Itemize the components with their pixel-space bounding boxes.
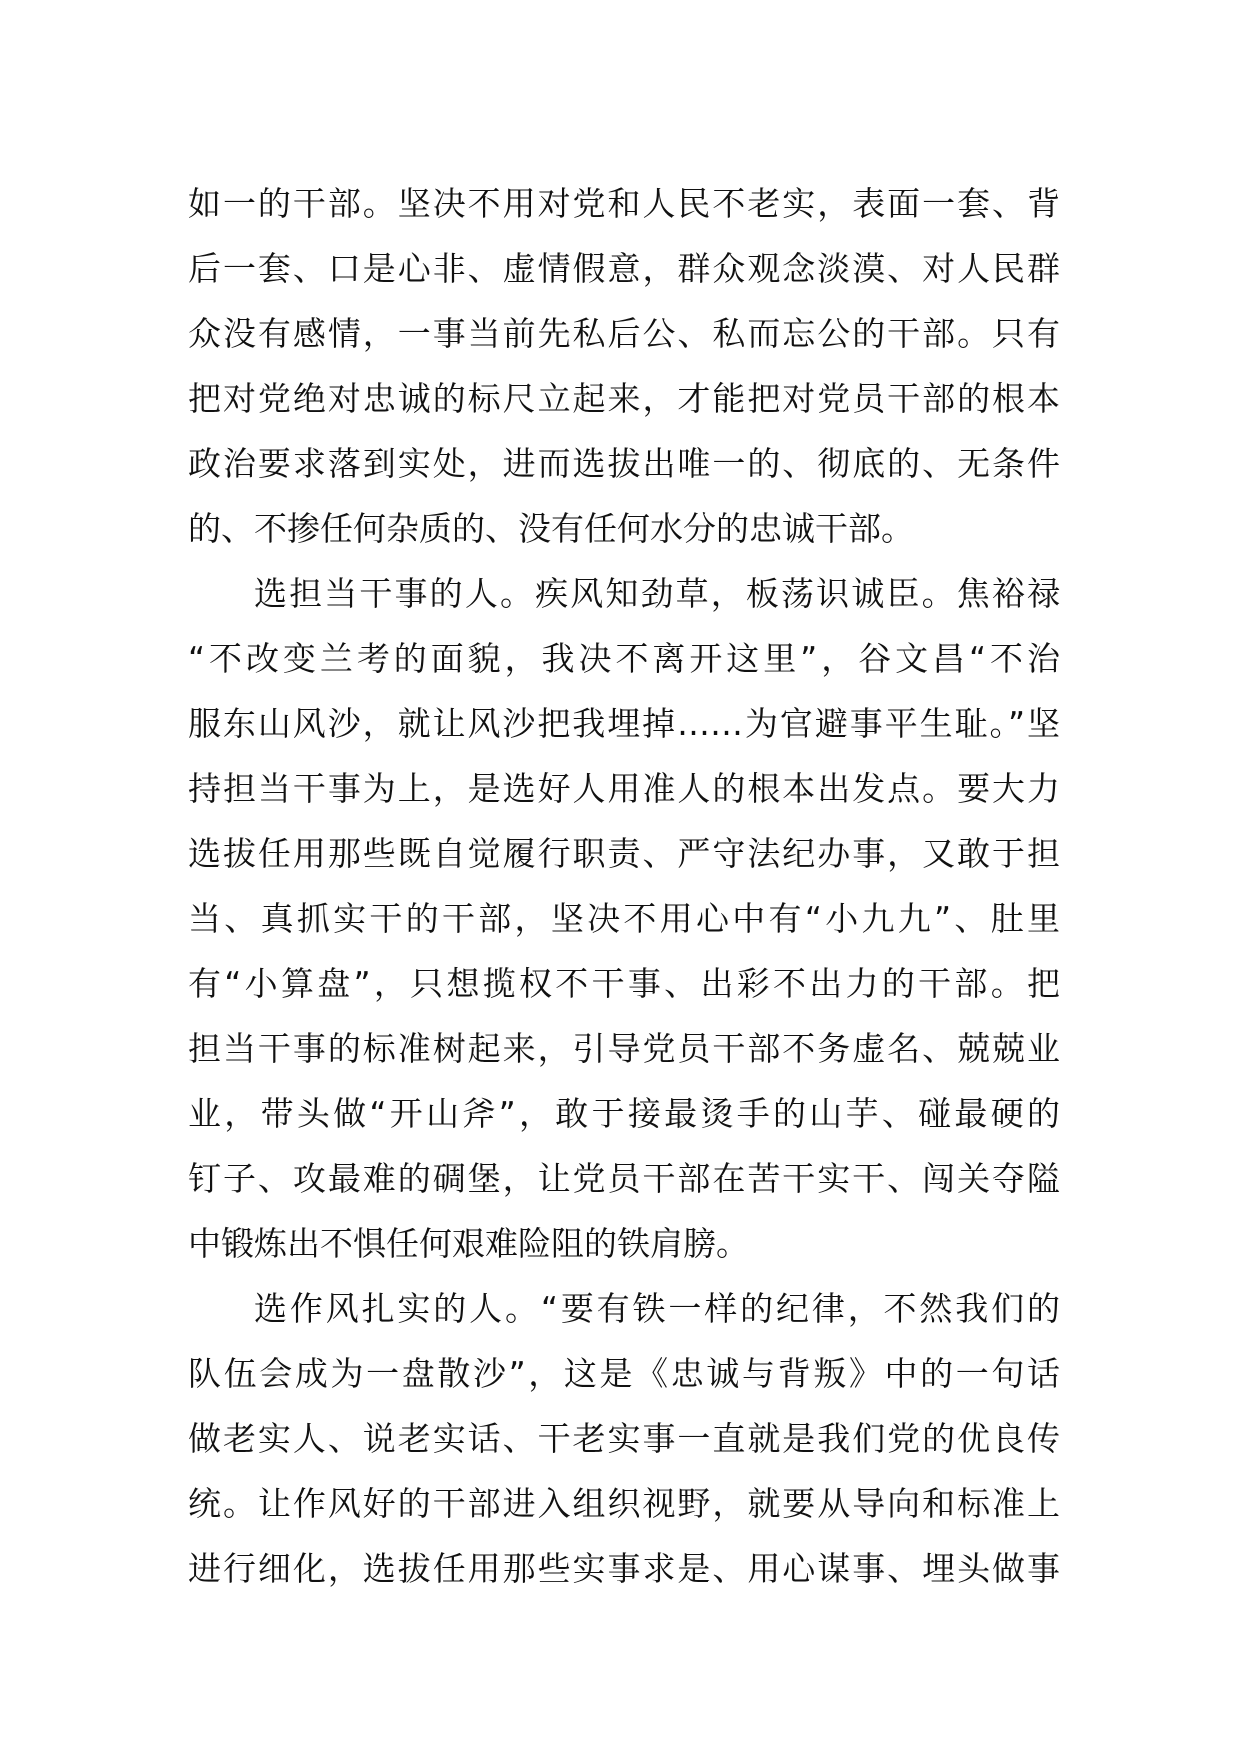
- text-line: 担当干事的标准树起来，引导党员干部不务虚名、兢兢业: [188, 1029, 1060, 1068]
- paragraph-zuofeng: [188, 1276, 1060, 1601]
- text-line: 选作风扎实的人。“要有铁一样的纪律，不然我们的: [254, 1289, 1060, 1328]
- text-line: 进行细化，选拔任用那些实事求是、用心谋事、埋头做事: [188, 1549, 1060, 1588]
- paragraph-continuation: [188, 171, 1060, 561]
- paragraph-dandang: [188, 561, 1060, 1276]
- text-line: 有“小算盘”，只想揽权不干事、出彩不出力的干部。把: [188, 964, 1060, 1003]
- text-line: 统。让作风好的干部进入组织视野，就要从导向和标准上: [188, 1484, 1060, 1523]
- text-line: 后一套、口是心非、虚情假意，群众观念淡漠、对人民群: [188, 249, 1060, 288]
- text-line: 众没有感情，一事当前先私后公、私而忘公的干部。只有: [188, 314, 1060, 353]
- text-line: 钉子、攻最难的碉堡，让党员干部在苦干实干、闯关夺隘: [188, 1159, 1060, 1198]
- text-line: 做老实人、说老实话、干老实事一直就是我们党的优良传: [188, 1419, 1060, 1458]
- text-line: 政治要求落到实处，进而选拔出唯一的、彻底的、无条件: [188, 444, 1060, 483]
- body-text: [188, 171, 1060, 1601]
- text-line: 的、不掺任何杂质的、没有任何水分的忠诚干部。: [188, 509, 914, 548]
- text-line: “不改变兰考的面貌，我决不离开这里”，谷文昌“不治: [188, 639, 1060, 678]
- text-line: 选拔任用那些既自觉履行职责、严守法纪办事，又敢于担: [188, 834, 1060, 873]
- text-line: 如一的干部。坚决不用对党和人民不老实，表面一套、背: [188, 184, 1060, 223]
- text-line: 队伍会成为一盘散沙”，这是《忠诚与背叛》中的一句话: [188, 1354, 1060, 1393]
- text-line: 当、真抓实干的干部，坚决不用心中有“小九九”、肚里: [188, 899, 1060, 938]
- text-line: 业，带头做“开山斧”，敢于接最烫手的山芋、碰最硬的: [188, 1094, 1060, 1133]
- text-line: 中锻炼出不惧任何艰难险阻的铁肩膀。: [188, 1224, 749, 1263]
- text-line: 服东山风沙，就让风沙把我埋掉……为官避事平生耻。”坚: [188, 704, 1060, 743]
- text-line: 持担当干事为上，是选好人用准人的根本出发点。要大力: [188, 769, 1060, 808]
- text-line: 把对党绝对忠诚的标尺立起来，才能把对党员干部的根本: [188, 379, 1060, 418]
- text-line: 选担当干事的人。疾风知劲草，板荡识诚臣。焦裕禄: [254, 574, 1060, 613]
